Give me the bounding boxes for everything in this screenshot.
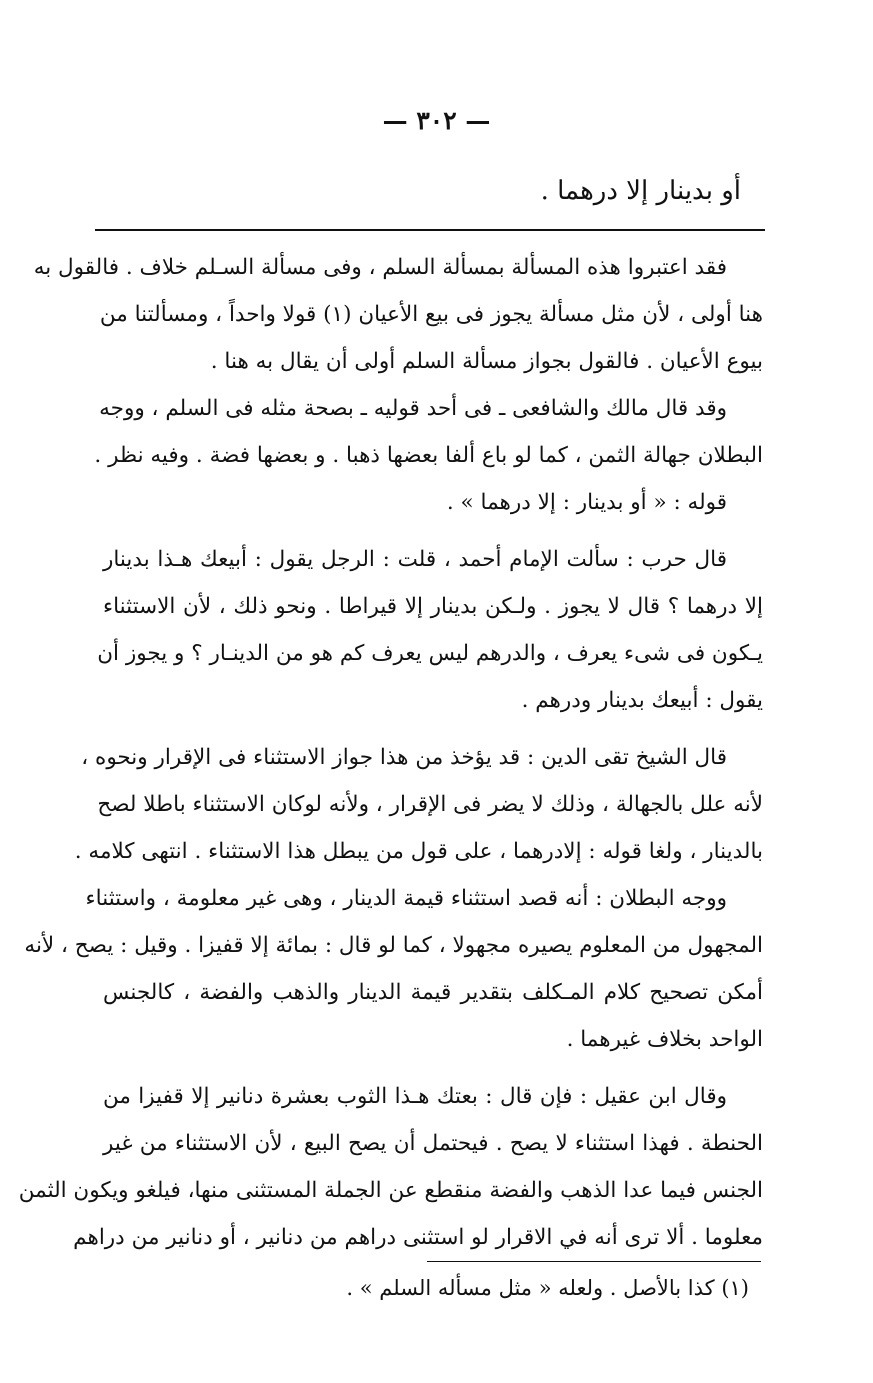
- text-line: إلا درهما ؟ قال لا يجوز . ولـكن بدينار إلا قيراطا . ونحو ذلك ، لأن الاستثناء: [103, 594, 763, 619]
- text-line: الواحد بخلاف غيرهما .: [566, 1027, 763, 1052]
- text-line: معلوما . ألا ترى أنه في الاقرار لو استثنى دراهم من دنانير ، أو دنانير من دراهم: [73, 1225, 763, 1250]
- text-line: بيوع الأعيان . فالقول بجواز مسألة السلم أولى أن يقال به هنا .: [210, 349, 763, 374]
- footnote-rule: [427, 1261, 761, 1262]
- text-line: فقد اعتبروا هذه المسألة بمسألة السلم ، وفى مسألة السـلم خلاف . فالقول به: [33, 255, 727, 280]
- text-line: قال الشيخ تقى الدين : قد يؤخذ من هذا جواز الاستثناء فى الإقرار ونحوه ،: [81, 745, 727, 770]
- body-text: [18, 244, 763, 1261]
- text-line: المجهول من المعلوم يصيره مجهولا ، كما لو قال : بمائة إلا قفيزا . وقيل : يصح ، لأنه: [24, 933, 763, 958]
- text-line: قوله : « أو بدينار : إلا درهما » .: [446, 490, 727, 515]
- text-line: لأنه علل بالجهالة ، وذلك لا يضر فى الإقرار ، ولأنه لوكان الاستثناء باطلا لصح: [97, 792, 763, 817]
- text-line: قال حرب : سألت الإمام أحمد ، قلت : الرجل يقول : أبيعك هـذا بدينار: [103, 547, 727, 572]
- text-line: الجنس فيما عدا الذهب والفضة منقطع عن الجملة المستثنى منها، فيلغو ويكون الثمن: [18, 1178, 763, 1203]
- text-line: الحنطة . فهذا استثناء لا يصح . فيحتمل أن يصح البيع ، لأن الاستثناء من غير: [103, 1131, 763, 1156]
- footnote: (١) كذا بالأصل . ولعله « مثل مسأله السلم » .: [346, 1276, 749, 1300]
- page-number: — ٣٠٢ —: [382, 106, 491, 135]
- text-line: البطلان جهالة الثمن ، كما لو باع ألفا بعضها ذهبا . و بعضها فضة . وفيه نظر .: [94, 443, 763, 468]
- text-line: ووجه البطلان : أنه قصد استثناء قيمة الدينار ، وهى غير معلومة ، واستثناء: [85, 886, 727, 911]
- text-line: بالدينار ، ولغا قوله : إلادرهما ، على قول من يبطل هذا الاستثناء . انتهى كلامه .: [74, 839, 763, 864]
- separator-rule: [95, 229, 765, 231]
- text-line: وقال ابن عقيل : فإن قال : بعتك هـذا الثوب بعشرة دنانير إلا قفيزا من: [103, 1084, 727, 1109]
- carryover-line: أو بدينار إلا درهما .: [540, 176, 741, 206]
- text-line: يـكون فى شىء يعرف ، والدرهم ليس يعرف كم هو من الدينـار ؟ و يجوز أن: [97, 641, 763, 666]
- text-line: يقول : أبيعك بدينار ودرهم .: [521, 688, 763, 713]
- text-line: وقد قال مالك والشافعى ـ فى أحد قوليه ـ بصحة مثله فى السلم ، ووجه: [99, 396, 727, 421]
- text-line: هنا أولى ، لأن مثل مسألة يجوز فى بيع الأعيان (١) قولا واحداً ، ومسألتنا من: [99, 302, 763, 327]
- text-line: أمكن تصحيح كلام المـكلف بتقدير قيمة الدينار والذهب والفضة ، كالجنس: [103, 980, 763, 1005]
